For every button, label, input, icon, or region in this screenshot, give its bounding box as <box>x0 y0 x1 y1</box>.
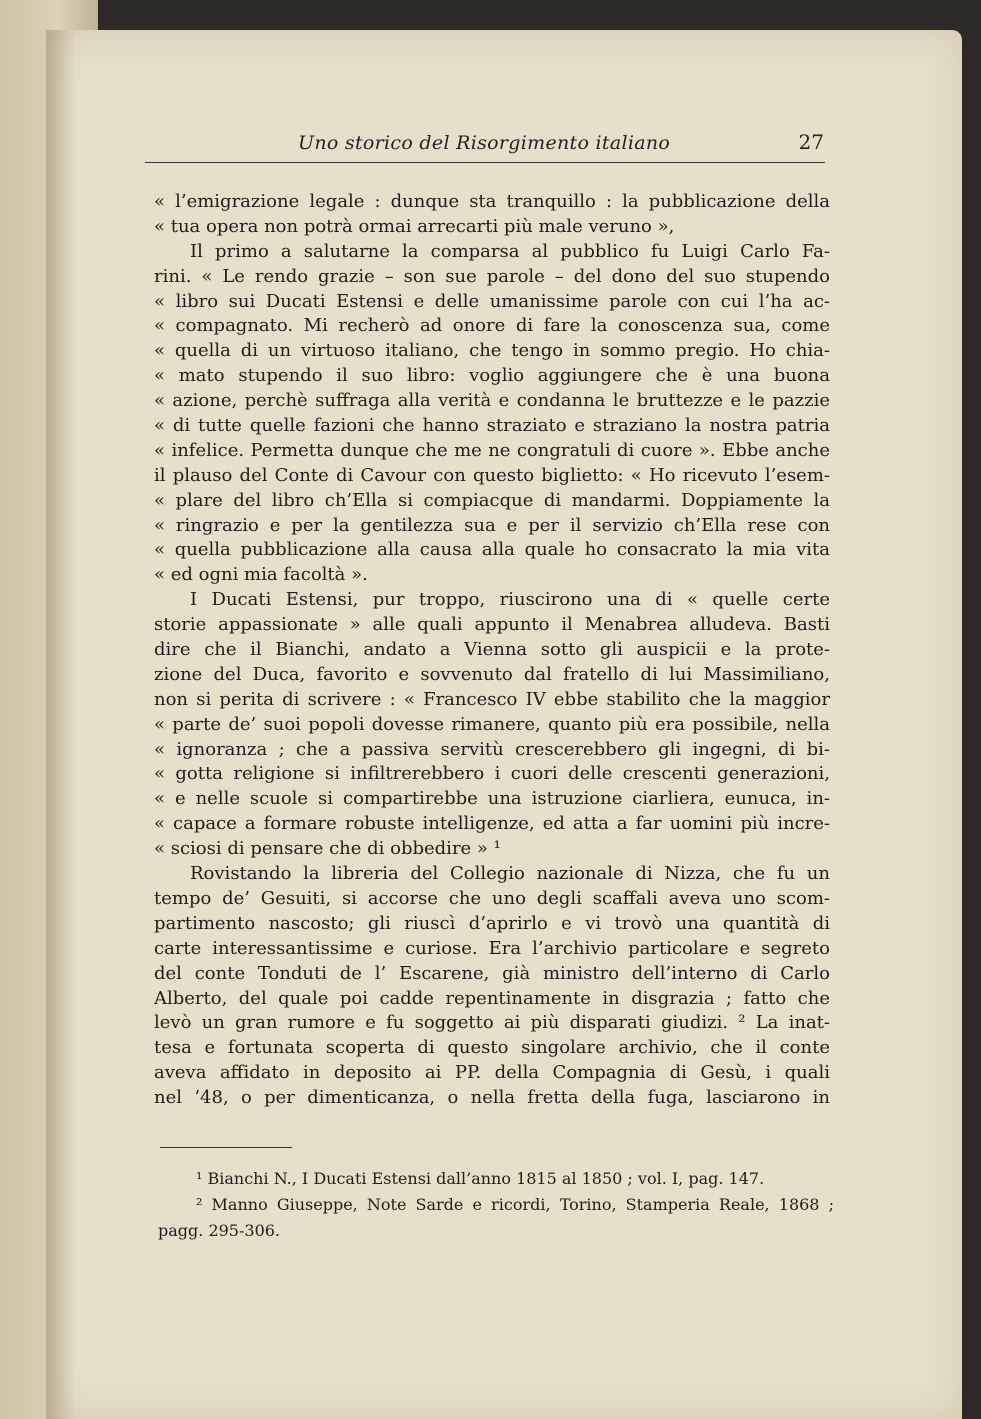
running-title: Uno storico del Risorgimento italiano <box>298 132 671 154</box>
text-line: nel ’48, o per dimenticanza, o nella fretta della fuga, lasciarono in <box>154 1087 830 1109</box>
text-line: « gotta religione si infiltrerebbero i cuori delle crescenti generazioni, <box>154 763 830 785</box>
footnote-2-continued: pagg. 295-306. <box>158 1221 281 1240</box>
text-line: « quella pubblicazione alla causa alla quale ho consacrato la mia vita <box>154 539 830 561</box>
text-line: « ringrazio e per la gentilezza sua e per il servizio ch’Ella rese con <box>154 514 830 536</box>
text-line: « di tutte quelle fazioni che hanno straziato e straziano la nostra patria <box>154 415 830 437</box>
text-line: « parte de’ suoi popoli dovesse rimanere, quanto più era possibile, nella <box>154 713 830 735</box>
text-line: « capace a formare robuste intelligenze, ed atta a far uomini più incre- <box>154 813 830 835</box>
text-line: non si perita di scrivere : « Francesco IV ebbe stabilito che la maggior <box>154 688 830 710</box>
text-line: « ed ogni mia facoltà ». <box>154 564 368 586</box>
text-line: « tua opera non potrà ormai arrecarti più male veruno », <box>154 215 675 237</box>
gutter-shadow <box>46 30 76 1419</box>
footnote-1: ¹ Bianchi N., I Ducati Estensi dall’anno 1815 al 1850 ; vol. I, pag. 147. <box>196 1169 765 1188</box>
text-line: « plare del libro ch’Ella si compiacque di mandarmi. Doppiamente la <box>154 489 830 511</box>
text-line: zione del Duca, favorito e sovvenuto dal fratello di lui Massimiliano, <box>154 663 830 685</box>
body-text <box>154 190 830 1111</box>
text-line: « libro sui Ducati Estensi e delle umanissime parole con cui l’ha ac- <box>154 290 830 312</box>
text-line: dire che il Bianchi, andato a Vienna sotto gli auspicii e la prote- <box>154 639 830 661</box>
text-line: « l’emigrazione legale : dunque sta tranquillo : la pubblicazione della <box>154 191 830 212</box>
text-line: il plauso del Conte di Cavour con questo biglietto: « Ho ricevuto l’esem- <box>154 464 830 486</box>
running-header <box>158 130 826 160</box>
text-line: carte interessantissime e curiose. Era l’archivio particolare e segreto <box>154 937 830 959</box>
text-line: « azione, perchè suffraga alla verità e condanna le bruttezze e le pazzie <box>154 390 830 412</box>
text-line: « sciosi di pensare che di obbedire » ¹ <box>154 838 501 860</box>
header-rule <box>145 162 825 163</box>
text-line: « quella di un virtuoso italiano, che tengo in sommo pregio. Ho chia- <box>154 340 830 362</box>
text-line: aveva affidato in deposito ai PP. della Compagnia di Gesù, i quali <box>154 1062 830 1084</box>
text-line: Rovistando la libreria del Collegio nazionale di Nizza, che fu un <box>190 863 830 885</box>
text-line: « e nelle scuole si compartirebbe una istruzione ciarliera, eunuca, in- <box>154 788 830 810</box>
footnote-rule <box>160 1147 292 1148</box>
text-line: « ignoranza ; che a passiva servitù crescerebbero gli ingegni, di bi- <box>154 738 830 760</box>
page-number: 27 <box>798 130 824 154</box>
text-line: tesa e fortunata scoperta di questo singolare archivio, che il conte <box>154 1037 830 1059</box>
footnote-2: ² Manno Giuseppe, Note Sarde e ricordi, Torino, Stamperia Reale, 1868 ; <box>196 1195 834 1214</box>
text-line: tempo de’ Gesuiti, si accorse che uno degli scaffali aveva uno scom- <box>154 887 830 909</box>
text-line: partimento nascosto; gli riuscì d’aprirlo e vi trovò una quantità di <box>154 912 830 934</box>
text-line: rini. « Le rendo grazie – son sue parole – del dono del suo stupendo <box>154 265 830 287</box>
text-line: Il primo a salutarne la comparsa al pubblico fu Luigi Carlo Fa- <box>190 240 830 262</box>
footnotes <box>158 1166 834 1244</box>
text-line: « compagnato. Mi recherò ad onore di fare la conoscenza sua, come <box>154 315 830 337</box>
text-line: « mato stupendo il suo libro: voglio aggiungere che è una buona <box>154 365 830 387</box>
text-line: del conte Tonduti de l’ Escarene, già ministro dell’interno di Carlo <box>154 962 830 984</box>
text-line: storie appassionate » alle quali appunto il Menabrea alludeva. Basti <box>154 614 830 636</box>
text-line: levò un gran rumore e fu soggetto ai più disparati giudizi. ² La inat- <box>154 1012 830 1034</box>
text-line: I Ducati Estensi, pur troppo, riuscirono una di « quelle certe <box>190 589 830 611</box>
text-line: « infelice. Permetta dunque che me ne congratuli di cuore ». Ebbe anche <box>154 439 830 461</box>
text-line: Alberto, del quale poi cadde repentinamente in disgrazia ; fatto che <box>154 987 830 1009</box>
